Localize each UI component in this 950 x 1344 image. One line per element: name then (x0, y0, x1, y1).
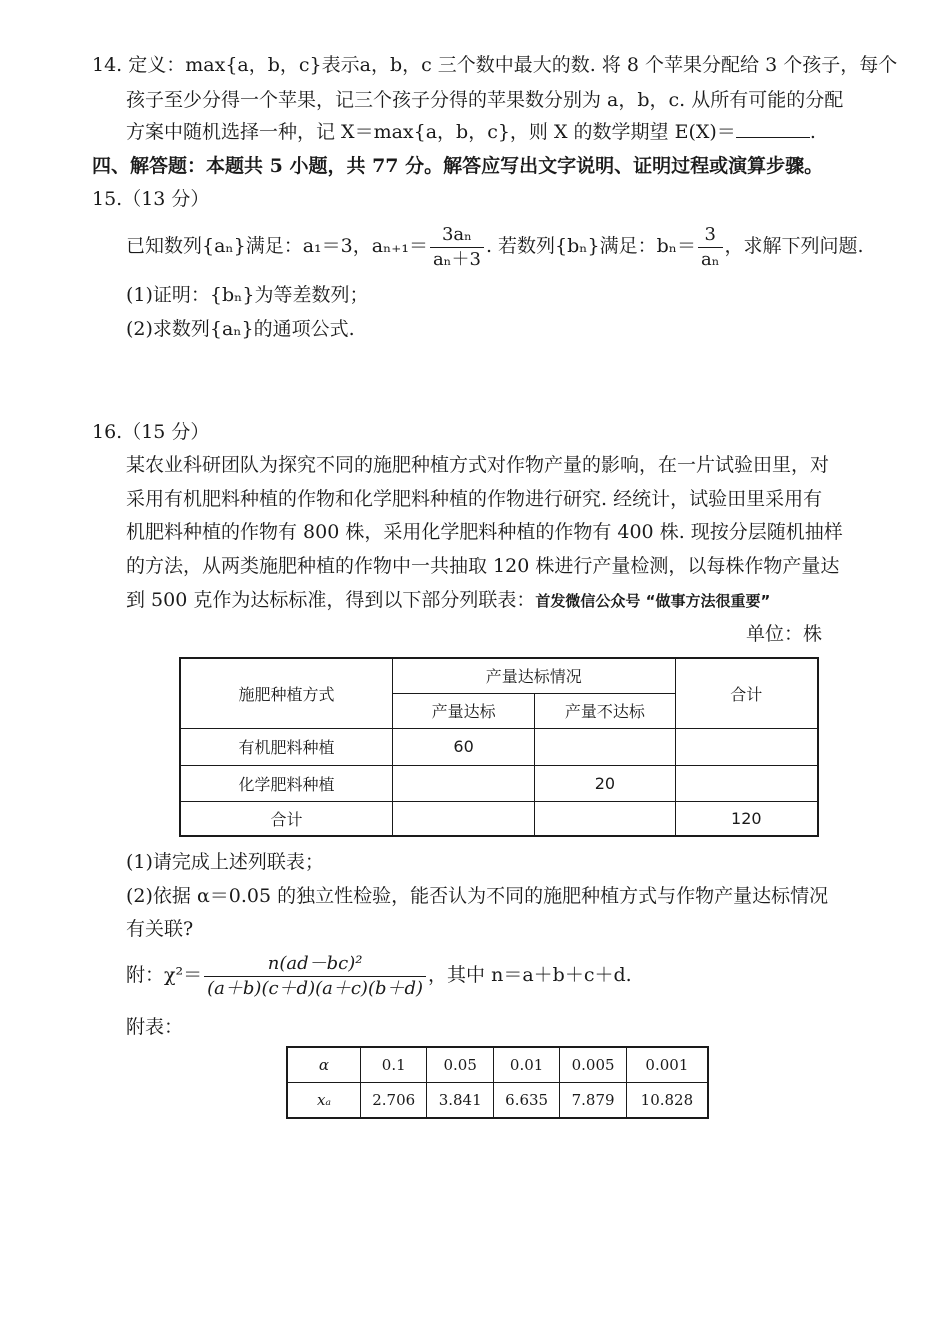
q14-line-3-end: . (809, 121, 816, 143)
section-4-heading: 四、解答题：本题共 5 小题，共 77 分。解答应写出文字说明、证明过程或演算步骤。 (92, 155, 824, 177)
q15-sub-2: (2)求数列{aₙ}的通项公式. (126, 318, 355, 340)
alpha-value: 0.05 (427, 1047, 493, 1083)
row-label: 合计 (180, 801, 392, 836)
q15-frac2-denominator: aₙ (700, 248, 720, 270)
q14-line-3-text: 方案中随机选择一种，记 X＝max{a，b，c}，则 X 的数学期望 E(X)＝ (126, 121, 736, 143)
q15-frac2-numerator: 3 (698, 223, 723, 248)
header-fail: 产量不达标 (535, 693, 675, 728)
q15-stem (126, 220, 864, 272)
table-row (180, 765, 818, 801)
formula-prefix: 附：χ²＝ (126, 964, 203, 986)
header-method: 施肥种植方式 (180, 658, 392, 728)
cell-total (675, 728, 818, 765)
cell-total: 120 (675, 801, 818, 836)
x-value: 10.828 (626, 1083, 708, 1119)
formula-suffix: ，其中 n＝a＋b＋c＋d. (428, 964, 632, 986)
q16-para-line-2: 采用有机肥料种植的作物和化学肥料种植的作物进行研究. 经统计，试验田里采用有 (126, 488, 823, 510)
x-value: 6.635 (493, 1083, 559, 1119)
cell-pass (392, 801, 534, 836)
q15-stem-part1: 已知数列{aₙ}满足：a₁＝3，aₙ₊₁＝ (126, 235, 428, 257)
formula-fraction (204, 952, 426, 1001)
row-label: 化学肥料种植 (180, 765, 392, 801)
q14-line-1: 14. 定义：max{a，b，c}表示a，b，c 三个数中最大的数. 将 8 个苹果分配给 3 个孩子，每个 (92, 54, 898, 76)
q16-para-line-4: 的方法，从两类施肥种植的作物中一共抽取 120 株进行产量检测，以每株作物产量达 (126, 555, 840, 577)
q15-fraction-1 (430, 223, 484, 272)
alpha-value: 0.1 (361, 1047, 427, 1083)
table-row (287, 1047, 708, 1083)
q15-frac1-denominator: aₙ＋3 (432, 248, 481, 270)
x-value: 3.841 (427, 1083, 493, 1119)
x-value: 7.879 (560, 1083, 626, 1119)
cell-fail (535, 801, 675, 836)
table-row (180, 728, 818, 765)
q15-frac1-numerator: 3aₙ (430, 223, 484, 248)
critical-value-table (286, 1046, 709, 1119)
contingency-table (179, 657, 819, 837)
cell-fail: 20 (535, 765, 675, 801)
q16-sub-1: (1)请完成上述列联表； (126, 851, 324, 873)
q15-stem-part3: ，求解下列问题. (724, 235, 864, 257)
appendix-label: 附表： (126, 1016, 184, 1038)
q15-header: 15.（13 分） (92, 188, 210, 210)
table-row (287, 1083, 708, 1119)
formula-numerator: n(ad－bc)² (204, 952, 426, 977)
formula-denominator: (a＋b)(c＋d)(a＋c)(b＋d) (207, 977, 424, 999)
header-yield-status: 产量达标情况 (392, 658, 675, 693)
cell-pass (392, 765, 534, 801)
q16-sub-2-line-2: 有关联? (126, 918, 194, 940)
alpha-value: 0.01 (493, 1047, 559, 1083)
q14-line-2: 孩子至少分得一个苹果，记三个孩子分得的苹果数分别为 a，b，c. 从所有可能的分配 (126, 89, 844, 111)
cell-pass: 60 (392, 728, 534, 765)
header-pass: 产量达标 (392, 693, 534, 728)
cell-fail (535, 728, 675, 765)
q15-sub-1: (1)证明：{bₙ}为等差数列； (126, 284, 369, 306)
row-label: 有机肥料种植 (180, 728, 392, 765)
alpha-label: α (287, 1047, 361, 1083)
header-total: 合计 (675, 658, 818, 728)
alpha-value: 0.005 (560, 1047, 626, 1083)
unit-label: 单位：株 (746, 623, 823, 645)
answer-blank (736, 119, 810, 138)
x-label: xₐ (287, 1083, 361, 1119)
q15-fraction-2 (698, 223, 723, 272)
q16-para-line-1: 某农业科研团队为探究不同的施肥种植方式对作物产量的影响，在一片试验田里，对 (126, 454, 830, 476)
q16-para-last: 到 500 克作为达标标准，得到以下部分列联表： (126, 589, 536, 611)
q15-stem-part2: . 若数列{bₙ}满足：bₙ＝ (485, 235, 696, 257)
q14-line-3 (126, 119, 816, 145)
q16-para-line-5 (126, 587, 770, 614)
watermark-text: 首发微信公众号 “做事方法很重要” (535, 592, 771, 610)
cell-total (675, 765, 818, 801)
alpha-value: 0.001 (626, 1047, 708, 1083)
chi-square-formula (126, 950, 632, 1001)
q16-sub-2-line-1: (2)依据 α＝0.05 的独立性检验，能否认为不同的施肥种植方式与作物产量达标情况 (126, 885, 829, 907)
x-value: 2.706 (361, 1083, 427, 1119)
q16-header: 16.（15 分） (92, 421, 210, 443)
table-row (180, 801, 818, 836)
q16-para-line-3: 机肥料种植的作物有 800 株，采用化学肥料种植的作物有 400 株. 现按分层随机抽样 (126, 521, 843, 543)
